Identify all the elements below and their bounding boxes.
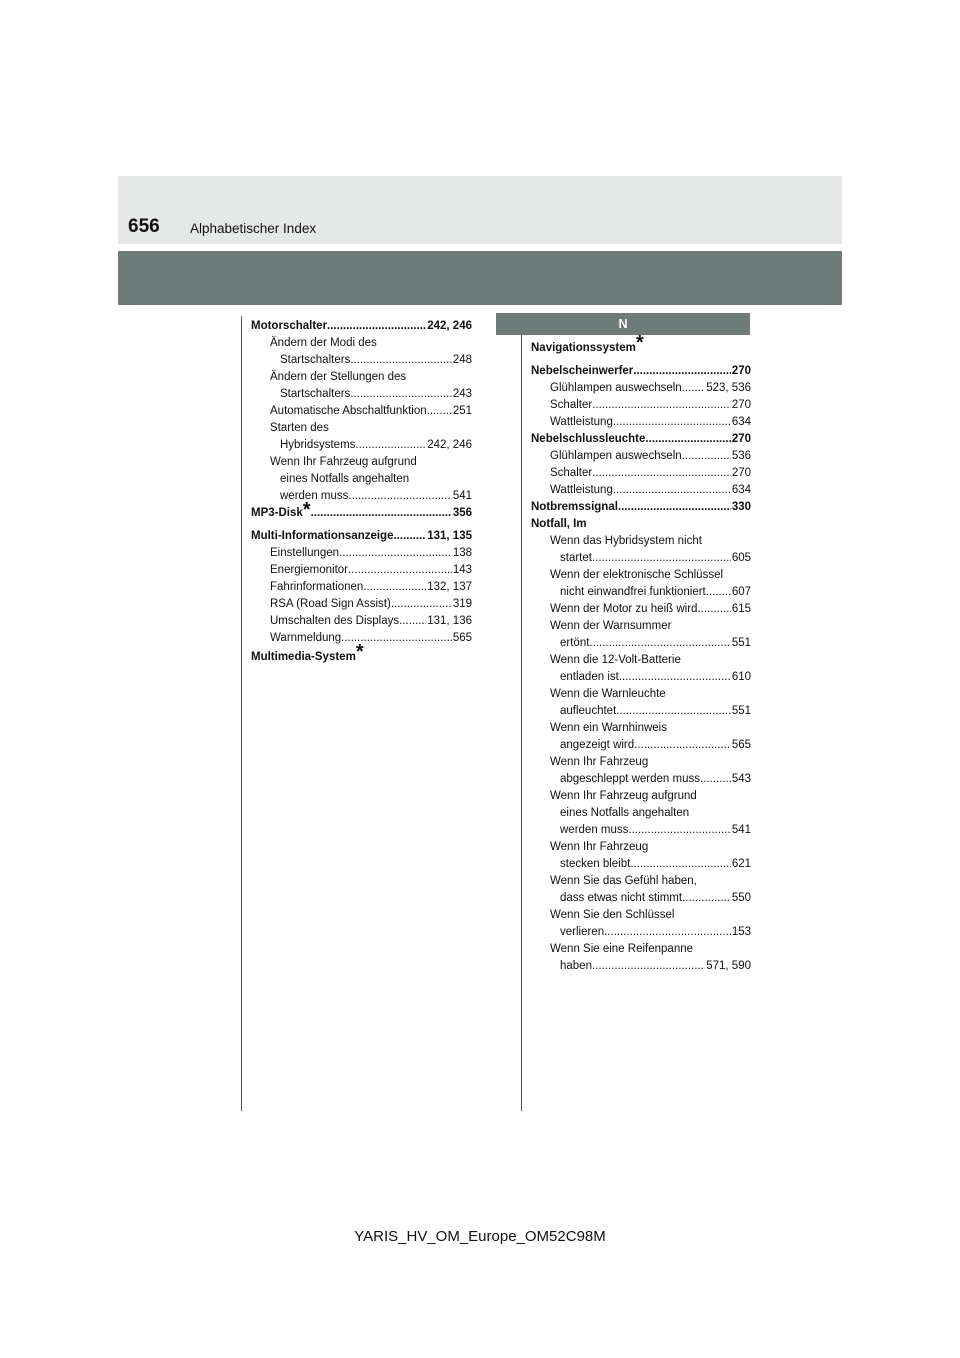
page-reference: 634 — [731, 484, 751, 496]
index-entry — [251, 499, 472, 522]
page-reference: 242, 246 — [427, 320, 472, 332]
entry-label: Wattleistung — [550, 416, 613, 428]
page-reference: 536 — [731, 450, 751, 462]
leader-dots — [619, 669, 731, 686]
entry-label: Wenn der Warnsummer — [550, 620, 672, 632]
index-subentry — [531, 805, 751, 822]
index-subentry — [531, 618, 751, 635]
page-reference: 634 — [731, 416, 751, 428]
index-entry — [531, 516, 751, 533]
index-subentry — [251, 596, 472, 613]
index-subentry — [251, 386, 472, 403]
entry-label: Wenn das Hybridsystem nicht — [550, 535, 702, 547]
entry-label: Glühlampen auswechseln — [550, 382, 682, 394]
index-subentry — [531, 550, 751, 567]
entry-label: entladen ist — [560, 671, 619, 683]
entry-label: Ändern der Stellungen des — [270, 371, 407, 383]
index-subentry — [251, 488, 472, 505]
entry-label: Wenn ein Warnhinweis — [550, 722, 667, 734]
leader-dots — [630, 856, 730, 873]
index-subentry — [531, 584, 751, 601]
index-entry — [531, 499, 751, 516]
page-reference: 143 — [452, 564, 472, 576]
leader-dots — [645, 431, 730, 448]
page-reference: 605 — [731, 552, 751, 564]
entry-label: Energiemonitor — [270, 564, 348, 576]
index-subentry — [531, 448, 751, 465]
index-entry — [531, 332, 751, 357]
page-reference: 131, 136 — [427, 615, 472, 627]
page-reference: 330 — [731, 501, 751, 513]
leader-dots — [355, 437, 426, 454]
page-reference: 571, 590 — [706, 960, 751, 972]
leader-dots — [613, 482, 731, 499]
index-subentry — [531, 397, 751, 414]
index-subentry — [531, 635, 751, 652]
leader-dots — [592, 958, 705, 975]
entry-label: Wenn die Warnleuchte — [550, 688, 666, 700]
page-reference: 610 — [731, 671, 751, 683]
leader-dots — [427, 403, 452, 420]
entry-label: startet — [560, 552, 592, 564]
entry-label: Automatische Abschaltfunktion — [270, 405, 427, 417]
page-reference: 138 — [452, 547, 472, 559]
index-entry — [531, 431, 751, 448]
leader-dots — [327, 318, 426, 335]
entry-label: Startschalters — [280, 388, 351, 400]
entry-label: abgeschleppt werden muss — [560, 773, 700, 785]
leader-dots — [700, 771, 731, 788]
entry-label: Nebelscheinwerfer — [531, 365, 634, 377]
entry-label: RSA (Road Sign Assist) — [270, 598, 391, 610]
index-entry — [531, 363, 751, 380]
leader-dots — [604, 924, 731, 941]
leader-dots — [399, 613, 426, 630]
entry-label: Wenn Ihr Fahrzeug aufgrund — [550, 790, 697, 802]
index-subentry — [251, 454, 472, 471]
index-subentry — [531, 720, 751, 737]
entry-label: Schalter — [550, 467, 593, 479]
header-dark-band — [118, 251, 842, 305]
page-reference: 551 — [731, 637, 751, 649]
page-reference: 551 — [731, 705, 751, 717]
index-subentry — [251, 420, 472, 437]
leader-dots — [633, 363, 731, 380]
entry-label: Wenn Sie den Schlüssel — [550, 909, 675, 921]
page-reference: 242, 246 — [427, 439, 472, 451]
index-entry — [251, 528, 472, 545]
leader-dots — [682, 448, 731, 465]
entry-label: Wenn der elektronische Schlüssel — [550, 569, 724, 581]
page-reference: 251 — [452, 405, 472, 417]
page-reference: 607 — [731, 586, 751, 598]
leader-dots — [391, 596, 452, 613]
index-subentry — [531, 856, 751, 873]
letter-heading: N — [496, 313, 750, 335]
entry-label: Notbremssignal — [531, 501, 618, 513]
entry-label: Schalter — [550, 399, 593, 411]
asterisk-mark: * — [635, 332, 644, 354]
leader-dots — [628, 822, 730, 839]
index-subentry — [531, 482, 751, 499]
page-reference: 615 — [731, 603, 751, 615]
leader-dots — [589, 635, 730, 652]
entry-label: Glühlampen auswechseln — [550, 450, 682, 462]
page-reference: 543 — [731, 773, 751, 785]
leader-dots — [682, 380, 706, 397]
leader-dots — [613, 414, 731, 431]
entry-label: Motorschalter — [251, 320, 328, 332]
index-column-left — [251, 318, 472, 672]
index-subentry — [531, 839, 751, 856]
index-subentry — [251, 369, 472, 386]
column-rule-left — [241, 316, 242, 1111]
entry-label: Fahrinformationen — [270, 581, 364, 593]
entry-label: eines Notfalls angehalten — [560, 807, 690, 819]
entry-label: stecken bleibt — [560, 858, 631, 870]
entry-label: Einstellungen — [270, 547, 340, 559]
index-subentry — [531, 822, 751, 839]
entry-label: Multi-Informationsanzeige — [251, 530, 394, 542]
index-entry — [251, 641, 472, 666]
page-reference: 523, 536 — [706, 382, 751, 394]
index-subentry — [531, 924, 751, 941]
entry-label: Wenn der Motor zu heiß wird — [550, 603, 698, 615]
index-subentry — [251, 335, 472, 352]
leader-dots — [592, 397, 731, 414]
leader-dots — [697, 601, 730, 618]
leader-dots — [348, 562, 452, 579]
document-code: YARIS_HV_OM_Europe_OM52C98M — [354, 1228, 606, 1245]
entry-label: Warnmeldung — [270, 632, 342, 644]
entry-label: dass etwas nicht stimmt — [560, 892, 683, 904]
entry-label: Starten des — [270, 422, 329, 434]
index-subentry — [531, 788, 751, 805]
page-reference: 270 — [731, 365, 751, 377]
page-reference: 356 — [452, 507, 472, 519]
index-subentry — [531, 669, 751, 686]
asterisk-mark: * — [355, 641, 364, 663]
entry-label: Wenn Ihr Fahrzeug — [550, 756, 649, 768]
leader-dots — [592, 550, 731, 567]
index-subentry — [531, 465, 751, 482]
column-rule-middle — [521, 316, 522, 1111]
page-reference: 565 — [731, 739, 751, 751]
index-subentry — [531, 533, 751, 550]
entry-label: eines Notfalls angehalten — [280, 473, 410, 485]
entry-label: Hybridsystems — [280, 439, 356, 451]
index-subentry — [251, 352, 472, 369]
leader-dots — [682, 890, 731, 907]
index-subentry — [531, 771, 751, 788]
leader-dots — [634, 737, 731, 754]
index-subentry — [531, 567, 751, 584]
leader-dots — [618, 499, 731, 516]
page-reference: 541 — [731, 824, 751, 836]
index-subentry — [531, 737, 751, 754]
page-reference: 270 — [731, 433, 751, 445]
entry-label: Wenn Sie das Gefühl haben, — [550, 875, 697, 887]
index-subentry — [531, 380, 751, 397]
index-subentry — [531, 941, 751, 958]
entry-label: angezeigt wird — [560, 739, 635, 751]
page-reference: 319 — [452, 598, 472, 610]
leader-dots — [616, 703, 731, 720]
index-subentry — [531, 686, 751, 703]
index-subentry — [531, 652, 751, 669]
entry-label: Umschalten des Displays — [270, 615, 400, 627]
entry-label: Startschalters — [280, 354, 351, 366]
page-reference: 541 — [452, 490, 472, 502]
entry-label: Multimedia-System — [251, 651, 356, 663]
leader-dots — [350, 386, 452, 403]
entry-label: Navigationssystem — [531, 342, 636, 354]
index-subentry — [531, 890, 751, 907]
page-reference: 550 — [731, 892, 751, 904]
page-number: 656 — [128, 216, 160, 237]
page-reference: 243 — [452, 388, 472, 400]
entry-label: verlieren — [560, 926, 605, 938]
leader-dots — [350, 352, 452, 369]
index-entry — [251, 318, 472, 335]
index-subentry — [251, 613, 472, 630]
index-subentry — [531, 601, 751, 618]
entry-label: nicht einwandfrei funktioniert — [560, 586, 706, 598]
index-subentry — [251, 437, 472, 454]
entry-label: Nebelschlussleuchte — [531, 433, 646, 445]
index-subentry — [251, 579, 472, 596]
entry-label: werden muss — [280, 490, 349, 502]
index-subentry — [531, 703, 751, 720]
index-subentry — [531, 958, 751, 975]
leader-dots — [592, 465, 731, 482]
index-subentry — [251, 545, 472, 562]
entry-label: Ändern der Modi des — [270, 337, 377, 349]
page-reference: 270 — [731, 467, 751, 479]
asterisk-mark: * — [302, 499, 311, 521]
page-reference: 153 — [731, 926, 751, 938]
page-reference: 248 — [452, 354, 472, 366]
entry-label: MP3-Disk — [251, 507, 303, 519]
entry-label: Wenn Ihr Fahrzeug — [550, 841, 649, 853]
page-reference: 621 — [731, 858, 751, 870]
index-subentry — [251, 471, 472, 488]
leader-dots — [706, 584, 731, 601]
index-subentry — [251, 403, 472, 420]
entry-label: ertönt — [560, 637, 590, 649]
section-title: Alphabetischer Index — [190, 221, 317, 236]
page-reference: 132, 137 — [427, 581, 472, 593]
leader-dots — [348, 488, 451, 505]
page-reference: 565 — [452, 632, 472, 644]
index-subentry — [531, 907, 751, 924]
entry-label: Wattleistung — [550, 484, 613, 496]
leader-dots — [363, 579, 426, 596]
page-reference: 131, 135 — [427, 530, 472, 542]
index-subentry — [251, 562, 472, 579]
entry-label: haben — [560, 960, 592, 972]
entry-gap — [251, 666, 472, 672]
entry-label: aufleuchtet — [560, 705, 617, 717]
leader-dots — [393, 528, 426, 545]
entry-label: werden muss — [560, 824, 629, 836]
page-reference: 270 — [731, 399, 751, 411]
entry-label: Notfall, Im — [531, 518, 587, 530]
leader-dots — [311, 505, 452, 522]
index-subentry — [531, 414, 751, 431]
entry-label: Wenn Sie eine Reifenpanne — [550, 943, 694, 955]
index-column-right — [531, 332, 751, 975]
index-subentry — [531, 754, 751, 771]
leader-dots — [339, 545, 452, 562]
index-subentry — [531, 873, 751, 890]
entry-label: Wenn die 12-Volt-Batterie — [550, 654, 681, 666]
entry-label: Wenn Ihr Fahrzeug aufgrund — [270, 456, 417, 468]
